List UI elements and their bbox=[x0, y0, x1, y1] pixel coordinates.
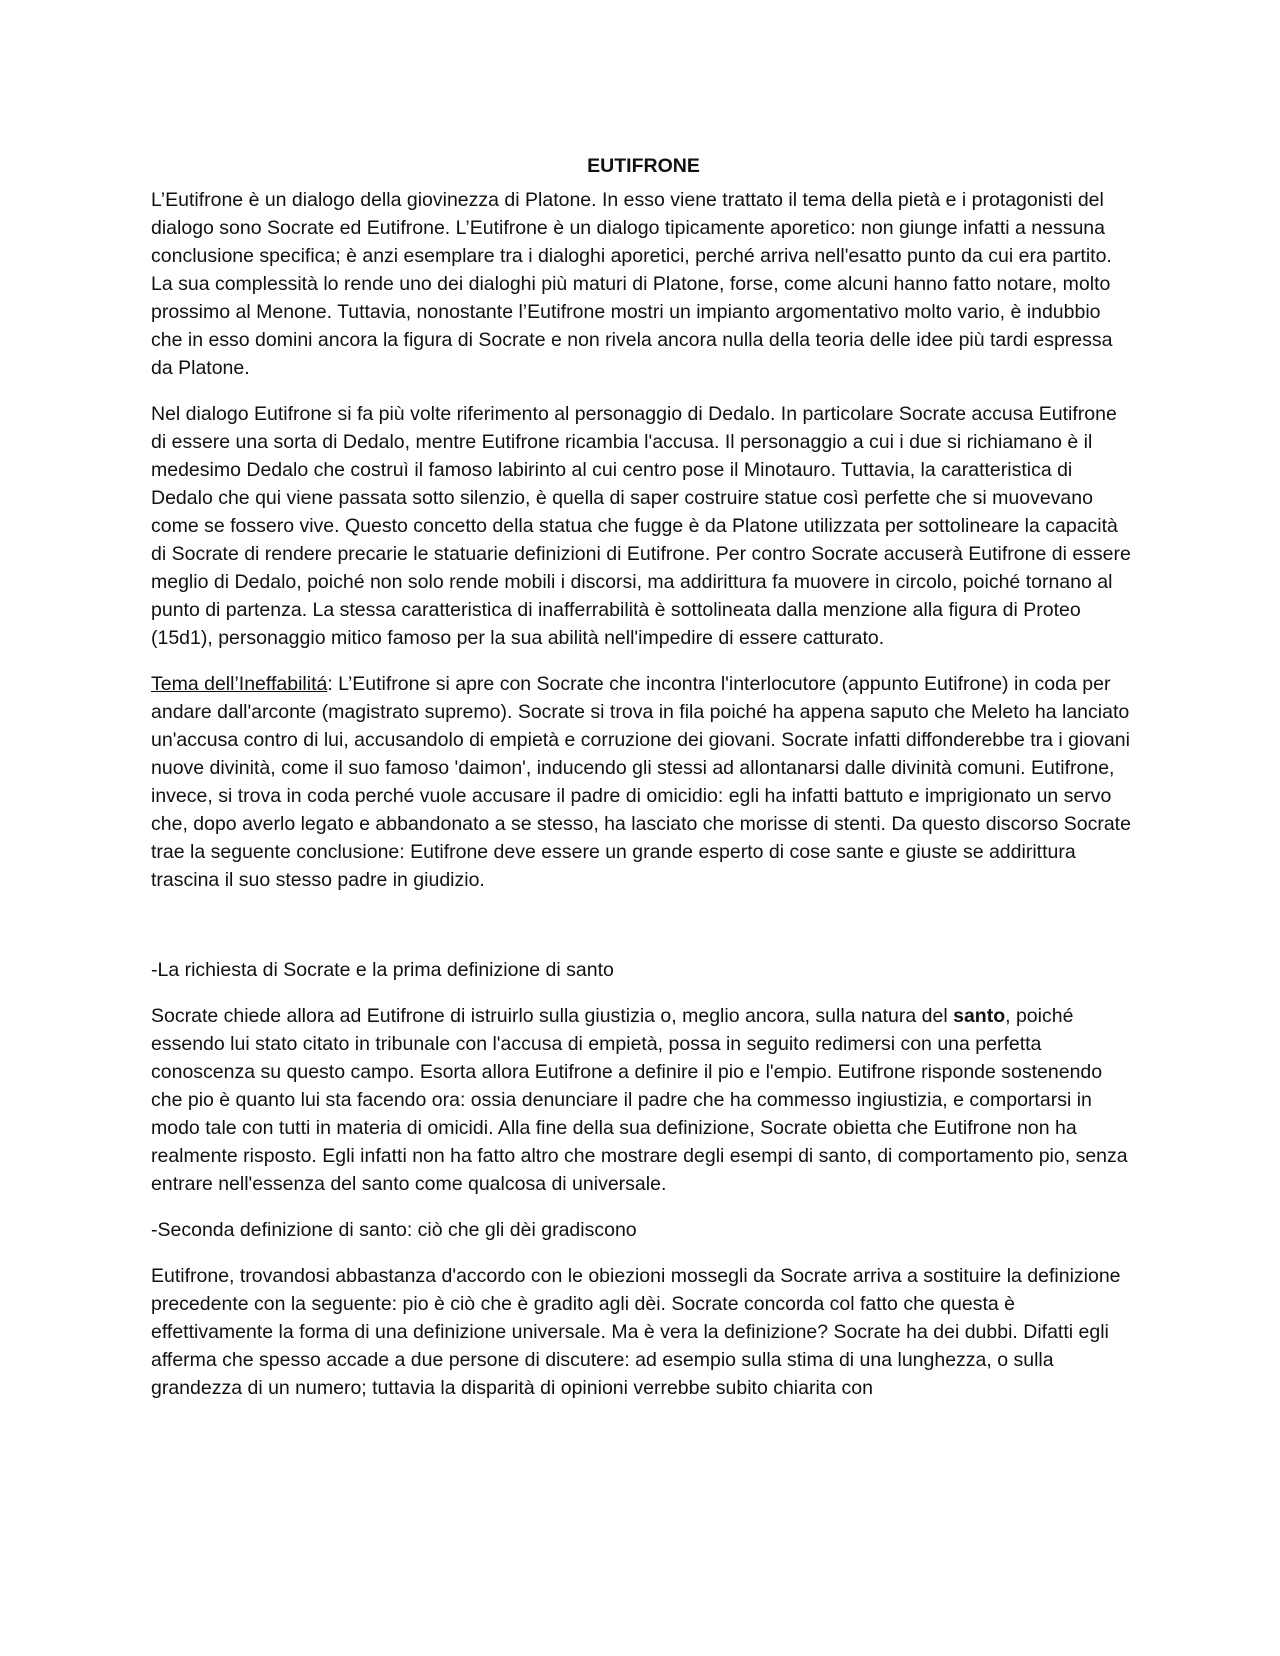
blank-line bbox=[151, 912, 1136, 956]
paragraph-first-definition-b: , poiché essendo lui stato citato in tribunale con l'accusa di empietà, possa in seguito redimersi con una perfetta conoscenza su questo campo. Esorta allora Eutifrone a definire il pio e l'empio. Eutifrone risponde sostenendo che pio è quanto lui sta facendo ora: ossia denunciare il padre che ha commesso ingiustizia, e comportarsi in modo tale con tutti in materia di omicidi. Alla fine della sua definizione, Socrate obietta che Eutifrone non ha realmente risposto. Egli infatti non ha fatto altro che mostrare degli esempi di santo, di comportamento pio, senza entrare nell'essenza del santo come qualcosa di universale. bbox=[151, 1005, 1128, 1195]
document-body bbox=[151, 152, 1136, 1420]
underlined-label: Tema dell’Ineffabilitá bbox=[151, 673, 328, 695]
paragraph-intro: L’Eutifrone è un dialogo della giovinezza di Platone. In esso viene trattato il tema della pietà e i protagonisti del dialogo sono Socrate ed Eutifrone. L’Eutifrone è un dialogo tipicamente aporetico: non giunge infatti a nessuna conclusione specifica; è anzi esemplare tra i dialoghi aporetici, perché arriva nell'esatto punto da cui era partito. La sua complessità lo rende uno dei dialoghi più maturi di Platone, forse, come alcuni hanno fatto notare, molto prossimo al Menone. Tuttavia, nonostante l’Eutifrone mostri un impianto argomentativo molto vario, è indubbio che in esso domini ancora la figura di Socrate e non rivela ancora nulla della teoria delle idee più tardi espressa da Platone. bbox=[151, 189, 1113, 379]
document-title: EUTIFRONE bbox=[587, 155, 700, 177]
bold-word-santo: santo bbox=[953, 1005, 1006, 1027]
paragraph-second-definition: Eutifrone, trovandosi abbastanza d'accordo con le obiezioni mossegli da Socrate arriva a sostituire la definizione precedente con la seguente: pio è ciò che è gradito agli dèi. Socrate concorda col fatto che questa è effettivamente la forma di una definizione universale. Ma è vera la definizione? Socrate ha dei dubbi. Difatti egli afferma che spesso accade a due persone di discutere: ad esempio sulla stima di una lunghezza, o sulla grandezza di un numero; tuttavia la disparità di opinioni verrebbe subito chiarita con bbox=[151, 1265, 1121, 1399]
paragraph-first-definition-a: Socrate chiede allora ad Eutifrone di istruirlo sulla giustizia o, meglio ancora, sulla natura del bbox=[151, 1005, 954, 1027]
paragraph-ineffabilita-text: : L’Eutifrone si apre con Socrate che incontra l'interlocutore (appunto Eutifrone) in coda per andare dall'arconte (magistrato supremo). Socrate si trova in fila poiché ha appena saputo che Meleto ha lanciato un'accusa contro di lui, accusandolo di empietà e corruzione dei giovani. Socrate infatti diffonderebbe tra i giovani nuove divinità, come il suo famoso 'daimon', inducendo gli stessi ad allontanarsi dalle divinità comuni. Eutifrone, invece, si trova in coda perché vuole accusare il padre di omicidio: egli ha infatti battuto e imprigionato un servo che, dopo averlo legato e abbandonato a se stesso, ha lasciato che morisse di stenti. Da questo discorso Socrate trae la seguente conclusione: Eutifrone deve essere un grande esperto di cose sante e giuste se addirittura trascina il suo stesso padre in giudizio. bbox=[151, 673, 1131, 891]
paragraph-first-definition bbox=[151, 1002, 1136, 1198]
paragraph-dedalo: Nel dialogo Eutifrone si fa più volte riferimento al personaggio di Dedalo. In particolare Socrate accusa Eutifrone di essere una sorta di Dedalo, mentre Eutifrone ricambia l'accusa. Il personaggio a cui i due si richiamano è il medesimo Dedalo che costruì il famoso labirinto al cui centro pose il Minotauro. Tuttavia, la caratteristica di Dedalo che qui viene passata sotto silenzio, è quella di saper costruire statue così perfette che si muovevano come se fossero vive. Questo concetto della statua che fugge è da Platone utilizzata per sottolineare la capacità di Socrate di rendere precarie le statuarie definizioni di Eutifrone. Per contro Socrate accuserà Eutifrone di essere meglio di Dedalo, poiché non solo rende mobili i discorsi, ma addirittura fa muovere in circolo, poiché tornano al punto di partenza. La stessa caratteristica di inafferrabilità è sottolineata dalla menzione alla figura di Proteo (15d1), personaggio mitico famoso per la sua abilità nell'impedire di essere catturato. bbox=[151, 403, 1131, 649]
section-heading-first-definition: -La richiesta di Socrate e la prima definizione di santo bbox=[151, 959, 614, 981]
section-heading-second-definition: -Seconda definizione di santo: ciò che gli dèi gradiscono bbox=[151, 1219, 637, 1241]
paragraph-ineffabilita bbox=[151, 670, 1136, 894]
